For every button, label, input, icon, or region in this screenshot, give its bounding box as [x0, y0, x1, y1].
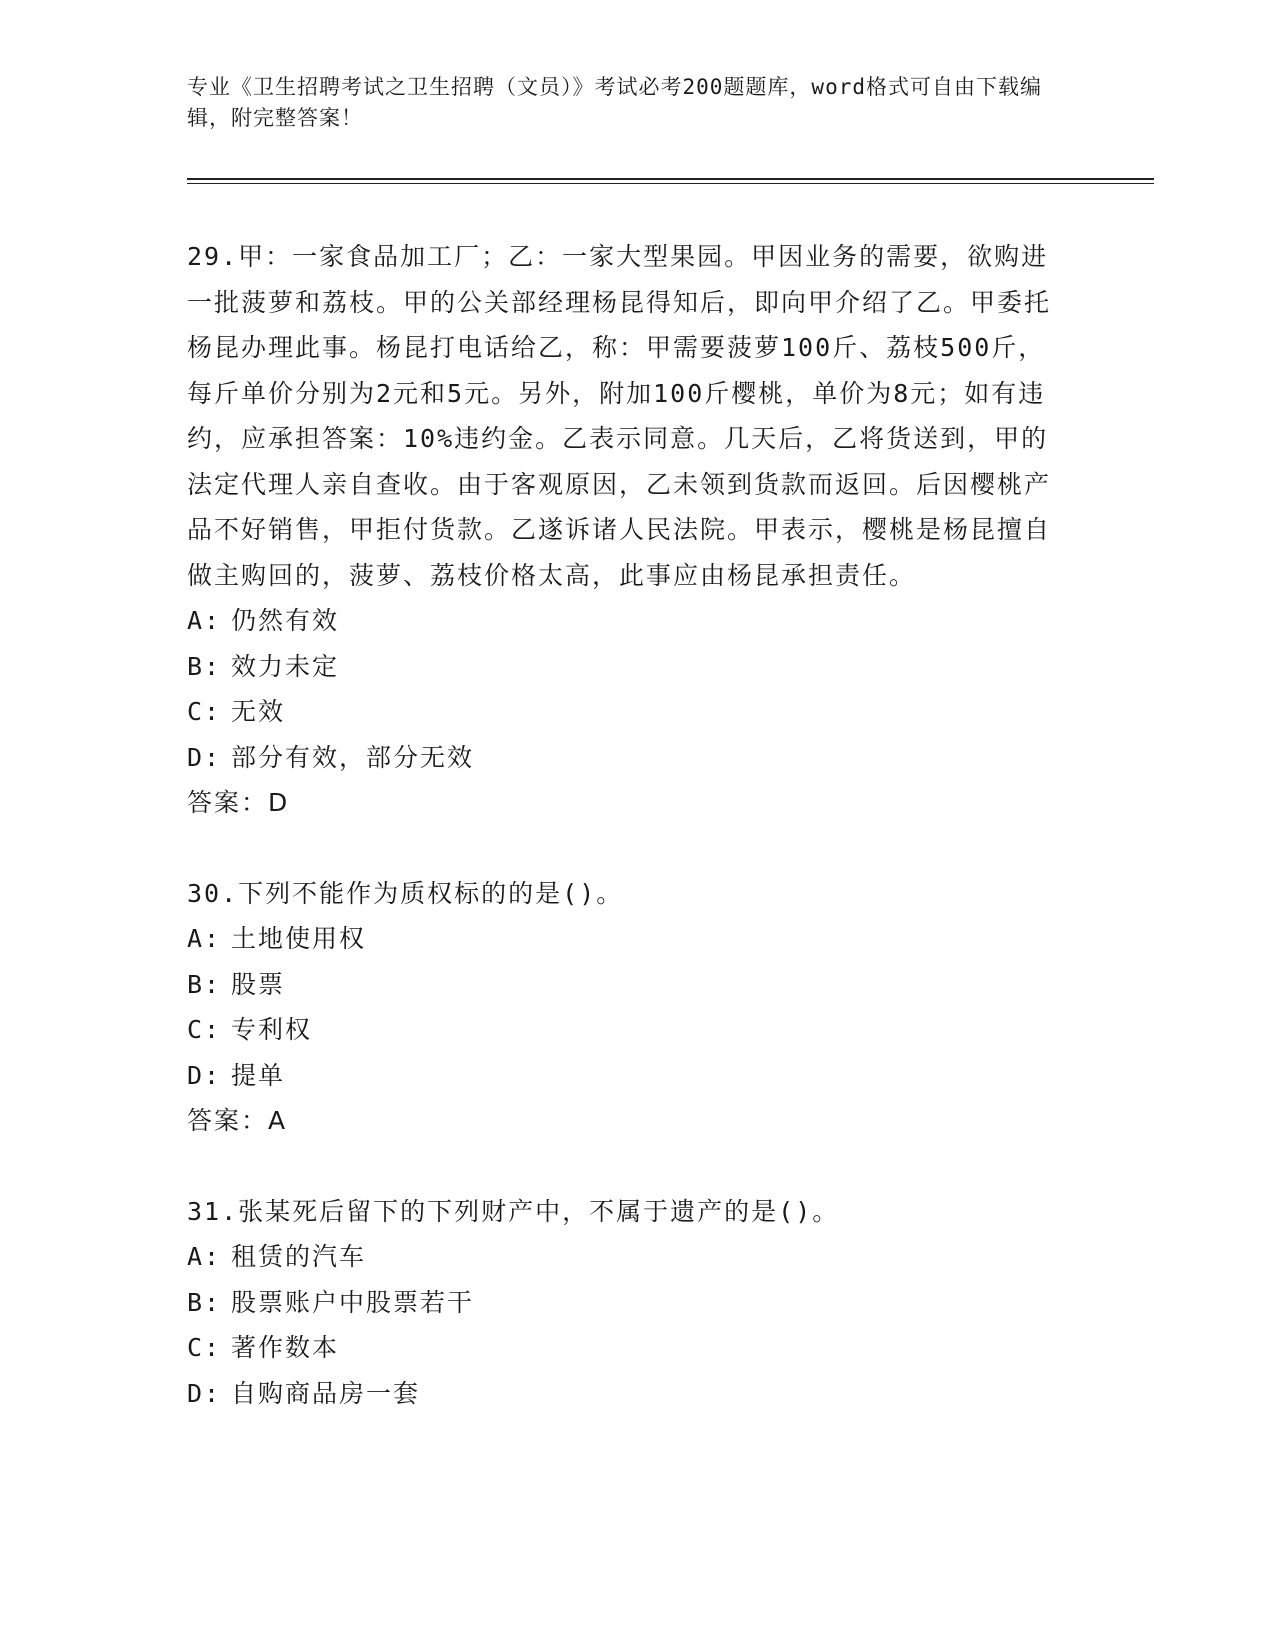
option-text: 自购商品房一套	[231, 1378, 421, 1408]
option-d	[187, 735, 1067, 781]
option-text: 土地使用权	[231, 924, 367, 953]
option-letter: A:	[187, 606, 222, 635]
question-spacer	[187, 1144, 1067, 1189]
option-letter: B:	[187, 1287, 222, 1317]
question-29	[187, 234, 1067, 826]
option-letter: D:	[187, 1060, 222, 1090]
option-letter: A:	[187, 924, 222, 953]
option-letter: A:	[187, 1242, 222, 1271]
option-a	[187, 916, 1067, 962]
option-a	[187, 598, 1067, 644]
question-stem: 31.张某死后留下的下列财产中，不属于遗产的是()。	[187, 1196, 840, 1226]
option-letter: D:	[187, 1378, 222, 1408]
answer-line: 答案：A	[187, 1106, 288, 1135]
option-letter: D:	[187, 742, 222, 772]
option-text: 租赁的汽车	[231, 1242, 367, 1271]
option-c	[187, 689, 1067, 735]
option-d	[187, 1371, 1067, 1417]
option-text: 提单	[231, 1060, 286, 1090]
option-d	[187, 1053, 1067, 1099]
option-letter: B:	[187, 969, 222, 999]
option-text: 股票	[231, 969, 286, 999]
option-c	[187, 1007, 1067, 1053]
option-text: 仍然有效	[231, 606, 340, 635]
option-text: 著作数本	[231, 1333, 340, 1362]
document-header: 专业《卫生招聘考试之卫生招聘（文员）》考试必考200题题库，word格式可自由下载编辑，附完整答案！	[187, 75, 1042, 130]
answer-line: 答案：D	[187, 788, 290, 817]
option-text: 专利权	[231, 1015, 313, 1044]
option-letter: B:	[187, 651, 222, 681]
question-31	[187, 1189, 1067, 1417]
option-text: 股票账户中股票若干	[231, 1287, 475, 1317]
option-c	[187, 1325, 1067, 1371]
header-divider-thin	[187, 183, 1154, 184]
question-spacer	[187, 826, 1067, 871]
option-letter: C:	[187, 1015, 222, 1044]
option-letter: C:	[187, 697, 222, 726]
option-b	[187, 962, 1067, 1008]
option-text: 部分有效，部分无效	[231, 742, 475, 772]
option-text: 效力未定	[231, 651, 340, 681]
option-b	[187, 1280, 1067, 1326]
question-30	[187, 871, 1067, 1144]
option-text: 无效	[231, 697, 286, 726]
option-a	[187, 1234, 1067, 1280]
header-divider-thick	[187, 178, 1154, 180]
option-letter: C:	[187, 1333, 222, 1362]
question-stem: 29.甲：一家食品加工厂；乙：一家大型果园。甲因业务的需要，欲购进一批菠萝和荔枝。甲的公关部经理杨昆得知后，即向甲介绍了乙。甲委托杨昆办理此事。杨昆打电话给乙，称：甲需要菠萝100斤、荔枝500斤，每斤单价分别为2元和5元。另外，附加100斤樱桃，单价为8元；如有违约，应承担答案：10%违约金。乙表示同意。几天后，乙将货送到，甲的法定代理人亲自查收。由于客观原因，乙未领到货款而返回。后因樱桃产品不好销售，甲拒付货款。乙遂诉诸人民法院。甲表示，樱桃是杨昆擅自做主购回的，菠萝、荔枝价格太高，此事应由杨昆承担责任。	[187, 242, 1052, 590]
question-stem: 30.下列不能作为质权标的的是()。	[187, 878, 624, 908]
option-b	[187, 644, 1067, 690]
question-list	[187, 234, 1067, 1416]
